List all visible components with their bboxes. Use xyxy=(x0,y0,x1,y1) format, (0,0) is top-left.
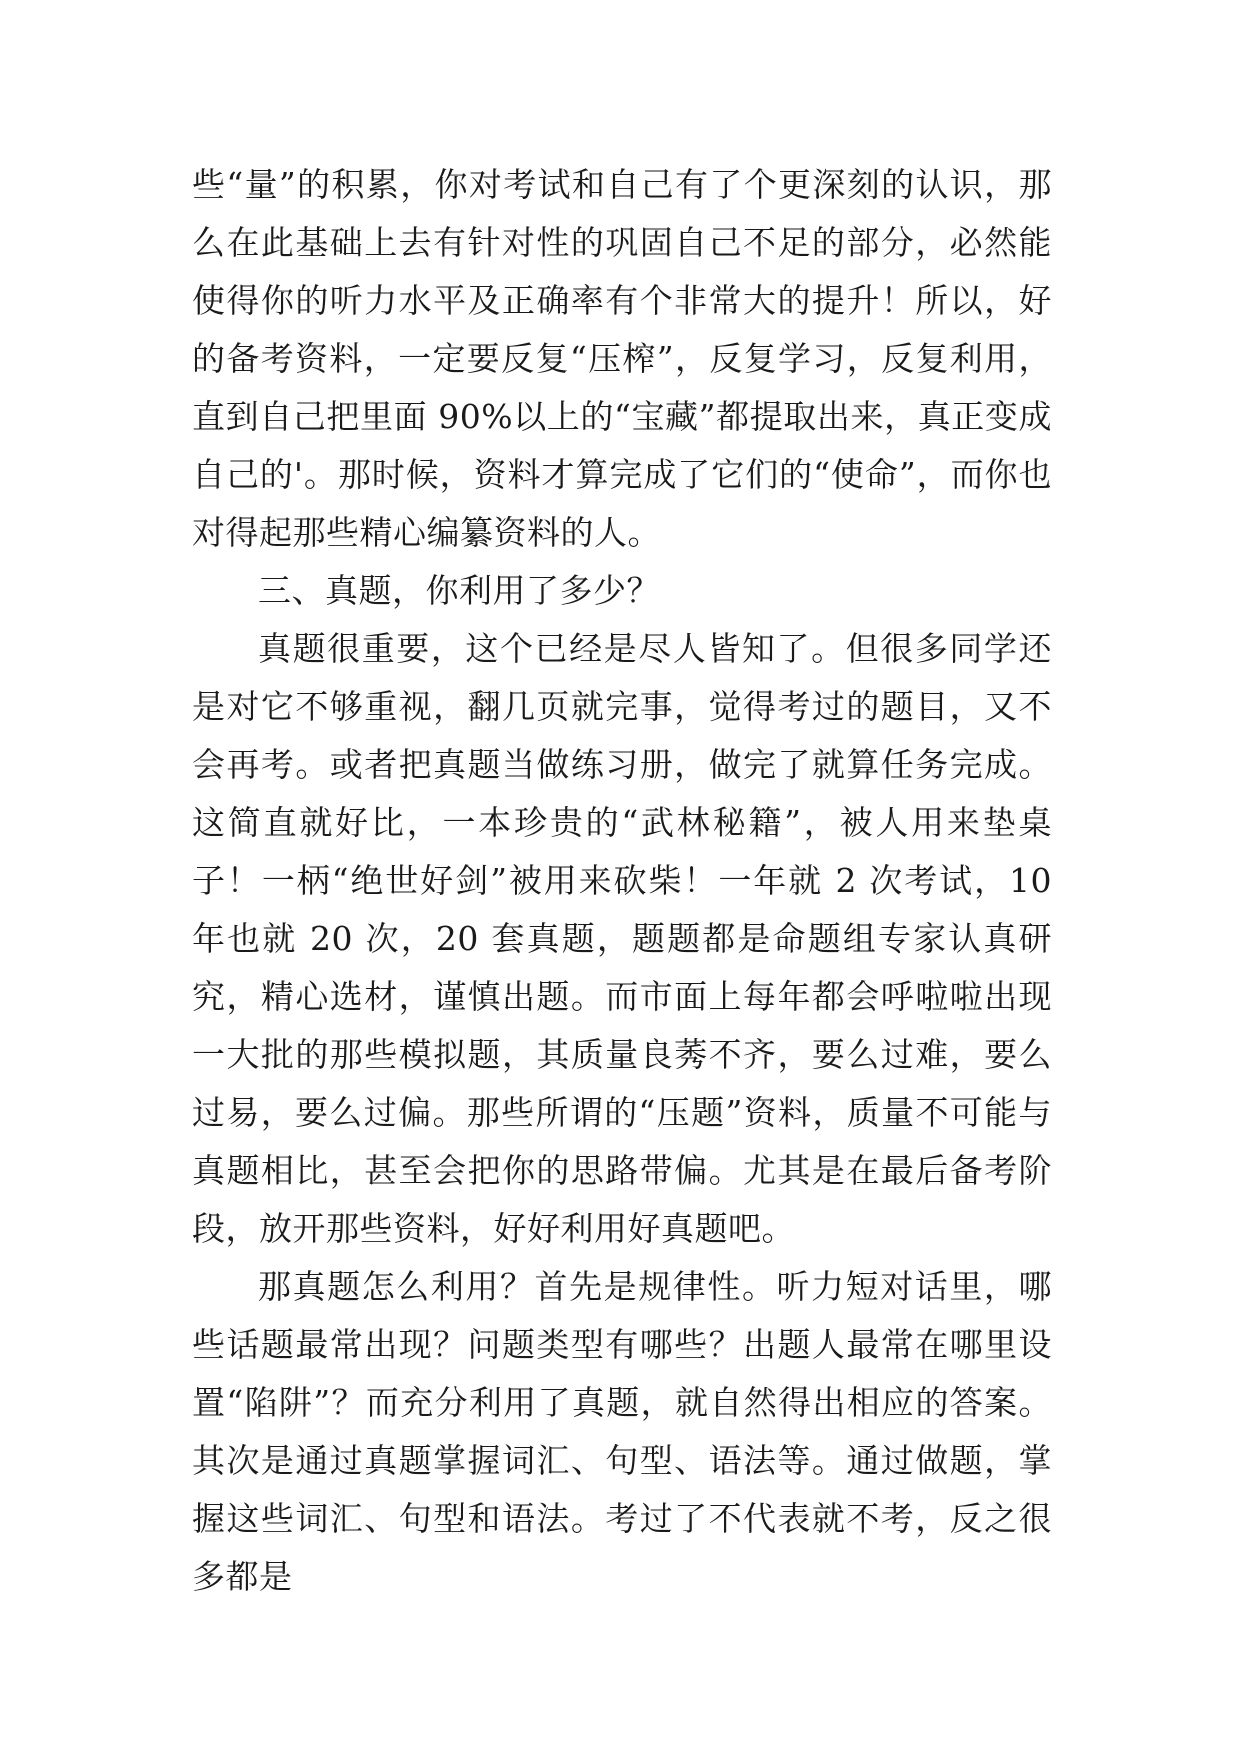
paragraph-continuation: 些“量”的积累，你对考试和自己有了个更深刻的认识，那么在此基础上去有针对性的巩固自己不足的部分，必然能使得你的听力水平及正确率有个非常大的提升！所以，好的备考资料，一定要反复“压榨”，反复学习，反复利用，直到自己把里面 90%以上的“宝藏”都提取出来，真正变成自己的'。那时候，资料才算完成了它们的“使命”，而你也对得起那些精心编纂资料的人。 xyxy=(192,165,1052,552)
body-text xyxy=(192,156,1052,1606)
paragraph: 那真题怎么利用？首先是规律性。听力短对话里，哪些话题最常出现？问题类型有哪些？出题人最常在哪里设置“陷阱”？而充分利用了真题，就自然得出相应的答案。其次是通过真题掌握词汇、句型、语法等。通过做题，掌握这些词汇、句型和语法。考过了不代表就不考，反之很多都是 xyxy=(192,1267,1052,1596)
paragraph: 真题很重要，这个已经是尽人皆知了。但很多同学还是对它不够重视，翻几页就完事，觉得考过的题目，又不会再考。或者把真题当做练习册，做完了就算任务完成。这简直就好比，一本珍贵的“武林秘籍”，被人用来垫桌子！一柄“绝世好剑”被用来砍柴！一年就 2 次考试，10 年也就 20 次，20 套真题，题题都是命题组专家认真研究，精心选材，谨慎出题。而市面上每年都会呼啦啦出现一大批的那些模拟题，其质量良莠不齐，要么过难，要么过易，要么过偏。那些所谓的“压题”资料，质量不可能与真题相比，甚至会把你的思路带偏。尤其是在最后备考阶段，放开那些资料，好好利用好真题吧。 xyxy=(192,629,1052,1248)
section-heading: 三、真题，你利用了多少？ xyxy=(258,571,660,610)
